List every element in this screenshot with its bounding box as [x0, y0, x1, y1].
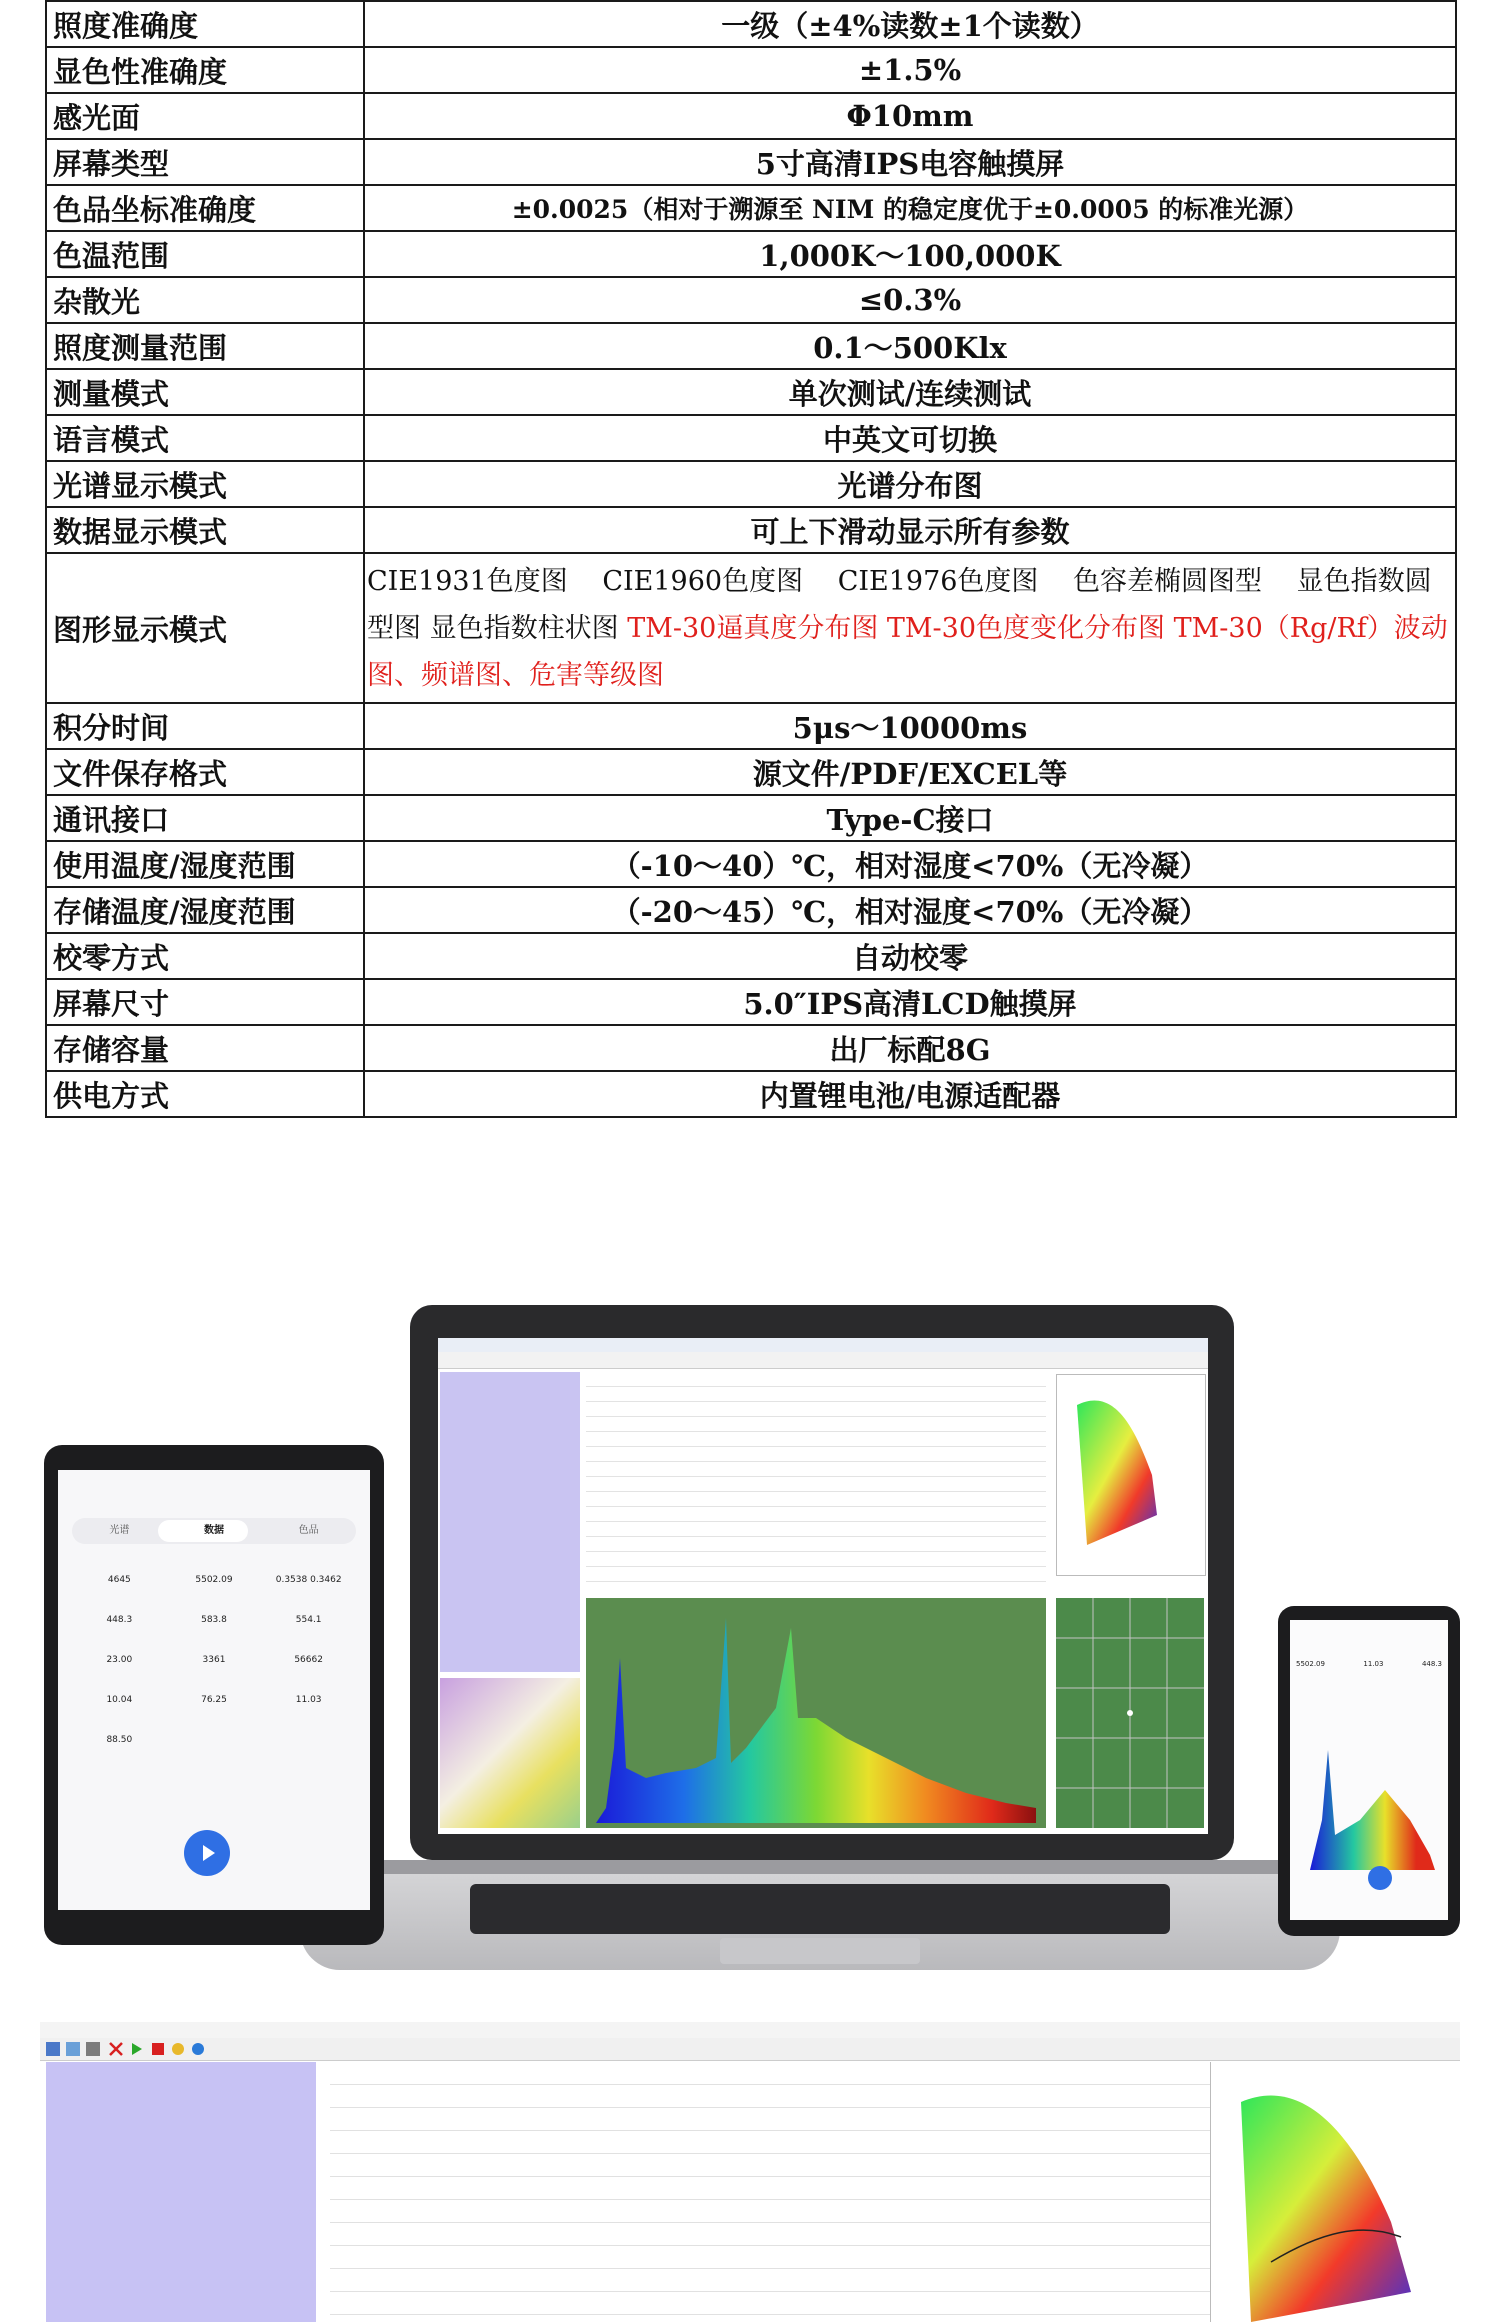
software-menubar: [40, 2022, 1460, 2038]
tablet-tab-chroma[interactable]: 色品: [298, 1525, 319, 1536]
tablet-value: 76.25: [201, 1695, 227, 1705]
tablet-value: 11.03: [295, 1695, 322, 1705]
spec-row: [46, 979, 1456, 1025]
tablet-tab-spectrum[interactable]: 光谱: [109, 1525, 130, 1536]
spec-value: 一级（±4%读数±1个读数）: [364, 1, 1456, 47]
spec-label: 光谱显示模式: [46, 461, 364, 507]
phone-value: 5502.09: [1296, 1660, 1325, 1668]
phone-value: 448.3: [1421, 1660, 1442, 1668]
spec-value: Φ10mm: [364, 93, 1456, 139]
print-icon[interactable]: [86, 2042, 100, 2056]
spec-row: [46, 1, 1456, 47]
spectrum-chart: [586, 1598, 1046, 1828]
spec-row: [46, 415, 1456, 461]
spec-row: [46, 749, 1456, 795]
spec-label: 感光面: [46, 93, 364, 139]
software-window: [40, 2000, 1460, 2322]
software-tree-panel: [440, 1372, 580, 1672]
toolbar-icons: [40, 2038, 400, 2060]
spec-value: 中英文可切换: [364, 415, 1456, 461]
spec-row: [46, 185, 1456, 231]
laptop-screen: [438, 1338, 1208, 1834]
spec-row: [46, 1025, 1456, 1071]
spec-row-graph-modes: [46, 553, 1456, 703]
graph-mode-item: 显色指数柱状图: [429, 612, 619, 644]
spec-value: Type-C接口: [364, 795, 1456, 841]
spec-value: ≤0.3%: [364, 277, 1456, 323]
graph-mode-red-items: TM-30逼真度分布图 TM-30色度变化分布图 TM-30（Rg/Rf）波动图、频谱图、危害等级图: [367, 612, 1448, 691]
laptop-keyboard: [470, 1884, 1170, 1934]
tablet-value: 554.1: [295, 1615, 322, 1625]
spec-label: 存储温度/湿度范围: [46, 887, 364, 933]
cie-diagram: [1057, 1375, 1205, 1575]
spec-row: [46, 507, 1456, 553]
play-icon: [184, 1830, 230, 1876]
spec-value: ±0.0025（相对于溯源至 NIM 的稳定度优于±0.0005 的标准光源）: [364, 185, 1456, 231]
save-icon[interactable]: [66, 2042, 80, 2056]
spec-row: [46, 323, 1456, 369]
color-map-panel: [440, 1678, 580, 1828]
spec-row: [46, 277, 1456, 323]
spec-row: [46, 841, 1456, 887]
light-icon[interactable]: [172, 2043, 184, 2055]
spectrum-curve: [596, 1618, 1036, 1823]
graph-mode-item: CIE1960色度图: [602, 565, 804, 597]
software-window-cie-panel: [1210, 2062, 1460, 2322]
spec-label: 显色性准确度: [46, 47, 364, 93]
phone-screen: [1290, 1620, 1448, 1920]
spec-row: [46, 933, 1456, 979]
laptop-hinge: [300, 1860, 1340, 1874]
laptop-touchpad: [720, 1938, 920, 1964]
software-window-cie: [1211, 2062, 1460, 2322]
graph-mode-item: CIE1931色度图: [367, 565, 568, 597]
spec-row: [46, 231, 1456, 277]
spec-label: 数据显示模式: [46, 507, 364, 553]
spec-row: [46, 795, 1456, 841]
spec-value: 可上下滑动显示所有参数: [364, 507, 1456, 553]
spec-value: 出厂标配8G: [364, 1025, 1456, 1071]
spec-row: [46, 139, 1456, 185]
spec-value: 内置锂电池/电源适配器: [364, 1071, 1456, 1117]
spec-label: 杂散光: [46, 277, 364, 323]
spec-value: 自动校零: [364, 933, 1456, 979]
software-window-tree: [46, 2062, 316, 2322]
spec-label: 图形显示模式: [46, 553, 364, 703]
spec-value: 5.0″IPS高清LCD触摸屏: [364, 979, 1456, 1025]
chromaticity-point: [1127, 1710, 1133, 1716]
spec-row: [46, 369, 1456, 415]
tablet-tab-data[interactable]: 数据: [204, 1525, 224, 1536]
phone-spectrum-curve: [1310, 1750, 1435, 1870]
spec-label: 文件保存格式: [46, 749, 364, 795]
spec-value: 源文件/PDF/EXCEL等: [364, 749, 1456, 795]
spec-row: [46, 703, 1456, 749]
spec-label: 通讯接口: [46, 795, 364, 841]
spec-value: 单次测试/连续测试: [364, 369, 1456, 415]
graph-mode-item: CIE1976色度图: [837, 565, 1039, 597]
spec-table-body-top: [46, 1, 1456, 1117]
spec-value: ±1.5%: [364, 47, 1456, 93]
spec-row: [46, 1071, 1456, 1117]
play-button[interactable]: [184, 1830, 230, 1876]
spec-value: 5寸高清IPS电容触摸屏: [364, 139, 1456, 185]
software-titlebar: [438, 1338, 1208, 1352]
spec-label: 照度准确度: [46, 1, 364, 47]
spec-label: 色温范围: [46, 231, 364, 277]
spec-value: （-10～40）℃，相对湿度<70%（无冷凝）: [364, 841, 1456, 887]
help-icon[interactable]: [192, 2043, 204, 2055]
spec-value: （-20～45）℃，相对湿度<70%（无冷凝）: [364, 887, 1456, 933]
tablet-value: 448.3: [106, 1615, 133, 1625]
tablet-screen: [58, 1470, 370, 1910]
spec-table: [45, 0, 1457, 1118]
spec-label: 照度测量范围: [46, 323, 364, 369]
spec-label: 校零方式: [46, 933, 364, 979]
spectrum-panel: [586, 1598, 1046, 1828]
phone-value: 11.03: [1363, 1660, 1384, 1668]
software-window-toolbar: [40, 2038, 1460, 2061]
ellipse-panel: [1056, 1598, 1204, 1828]
software-window-titlebar: [40, 2000, 1460, 2023]
ellipse-chart: [1056, 1598, 1204, 1828]
graph-mode-item: 显色指数圆型图: [367, 565, 1432, 644]
spec-label: 积分时间: [46, 703, 364, 749]
tablet-value: 56662: [294, 1655, 323, 1665]
delete-icon[interactable]: [110, 2043, 122, 2055]
spec-row: [46, 93, 1456, 139]
tablet-value: 23.00: [106, 1655, 133, 1665]
spec-row: [46, 887, 1456, 933]
software-data-grid: [586, 1372, 1046, 1582]
phone-spectrum: [1290, 1620, 1448, 1920]
spec-value: 光谱分布图: [364, 461, 1456, 507]
tablet-value: 10.04: [106, 1695, 133, 1705]
graph-mode-item: 色容差椭圆图型: [1073, 565, 1263, 597]
tablet-value: 5502.09: [195, 1575, 233, 1585]
run-icon[interactable]: [132, 2043, 142, 2055]
cie-diagram-panel: [1056, 1374, 1206, 1576]
stop-icon[interactable]: [152, 2043, 164, 2055]
tablet-value: 4645: [107, 1575, 131, 1585]
software-toolbar: [438, 1352, 1208, 1369]
spec-row: [46, 47, 1456, 93]
software-window-grid: [330, 2062, 1210, 2322]
software-window-gamut: [1241, 2096, 1411, 2322]
tablet-value: 88.50: [106, 1735, 133, 1745]
spec-value: 1,000K～100,000K: [364, 231, 1456, 277]
open-icon[interactable]: [46, 2042, 60, 2056]
spec-label: 使用温度/湿度范围: [46, 841, 364, 887]
spec-label: 测量模式: [46, 369, 364, 415]
tablet-value: 0.3538 0.3462: [275, 1575, 342, 1585]
phone-play-button[interactable]: [1368, 1866, 1392, 1890]
spec-label: 语言模式: [46, 415, 364, 461]
spec-row: [46, 461, 1456, 507]
spec-label: 屏幕类型: [46, 139, 364, 185]
spec-value: 5μs～10000ms: [364, 703, 1456, 749]
spec-value-graph-modes: [364, 553, 1456, 703]
tablet-value: 583.8: [201, 1615, 227, 1625]
spec-label: 色品坐标准确度: [46, 185, 364, 231]
spec-value: 0.1～500Klx: [364, 323, 1456, 369]
spec-label: 存储容量: [46, 1025, 364, 1071]
tablet-value: 3361: [202, 1655, 226, 1665]
cie-gamut-shape: [1077, 1400, 1157, 1545]
spec-label: 屏幕尺寸: [46, 979, 364, 1025]
spec-label: 供电方式: [46, 1071, 364, 1117]
